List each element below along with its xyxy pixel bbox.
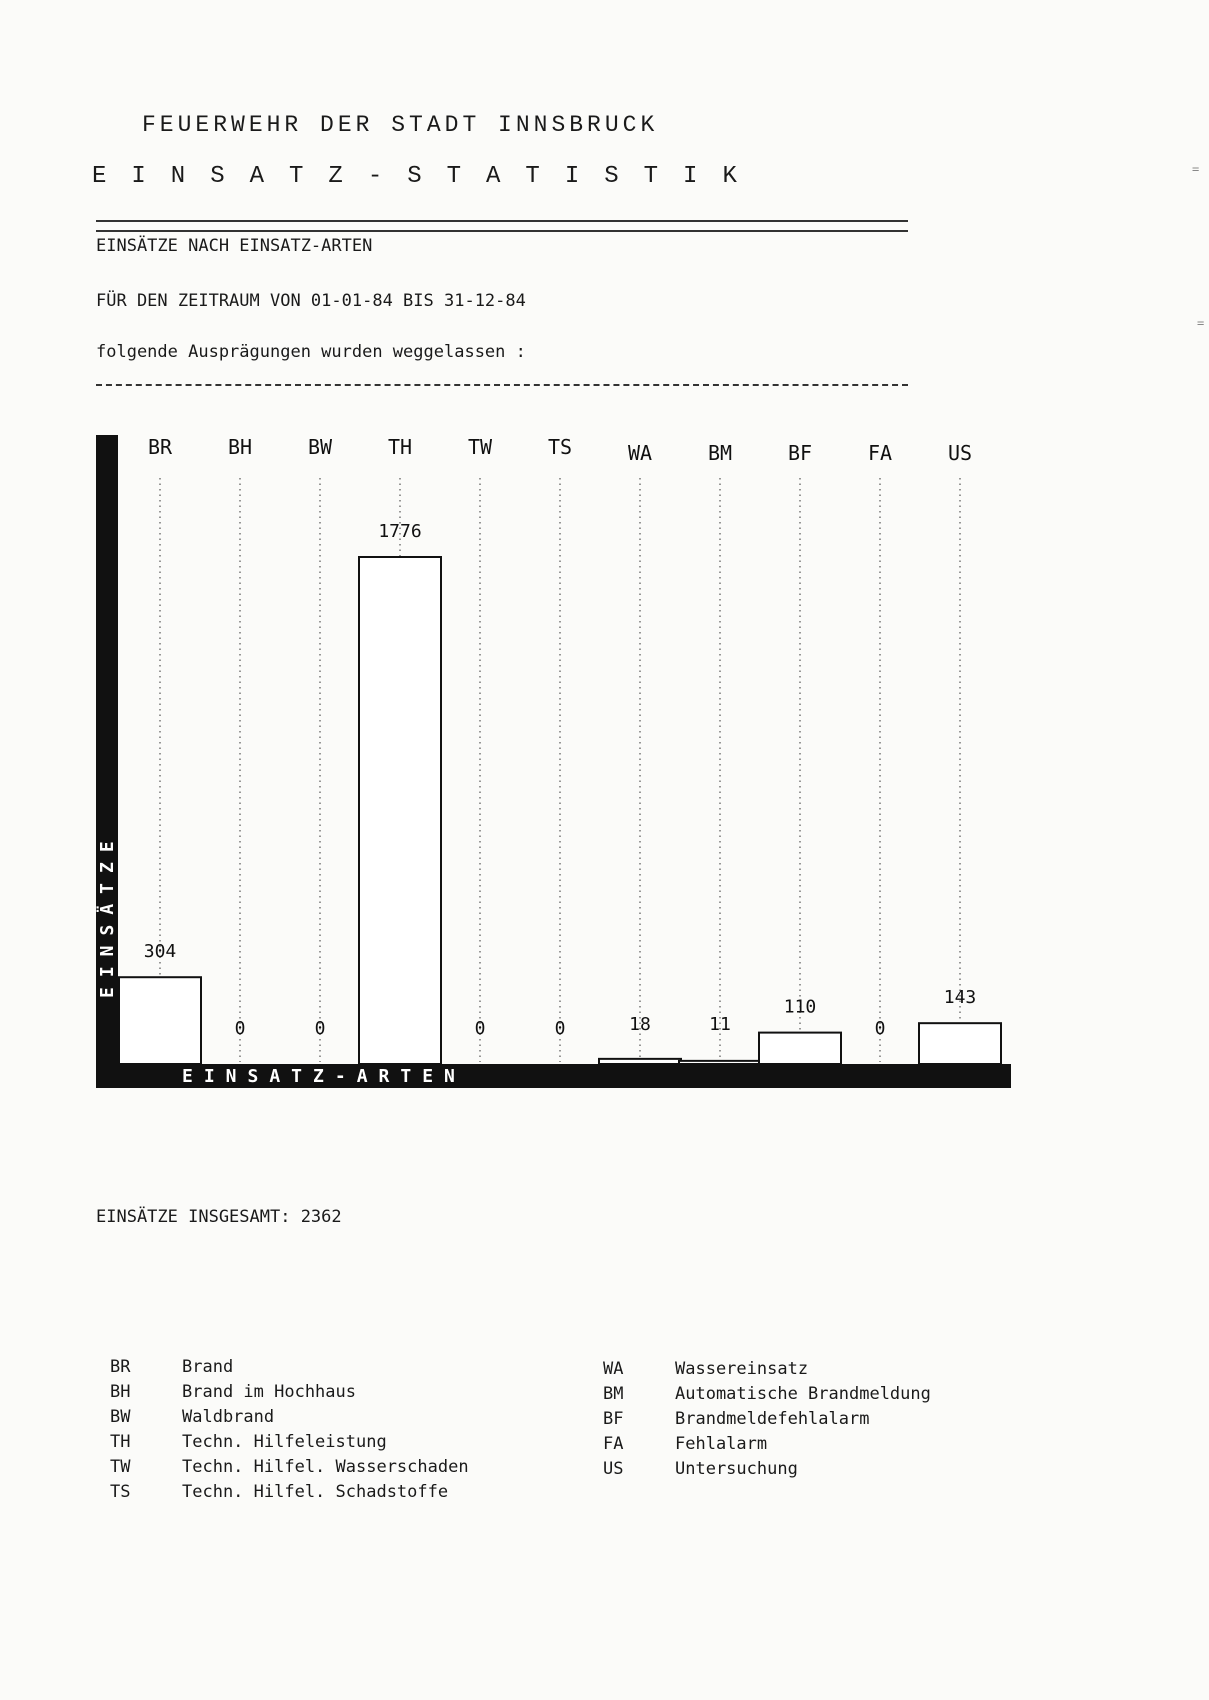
legend-label: Waldbrand <box>182 1407 275 1427</box>
x-tick-label: US <box>947 441 973 465</box>
legend-label: Brandmeldefehlalarm <box>675 1409 870 1429</box>
bar <box>119 977 201 1064</box>
data-label: 0 <box>314 1018 326 1039</box>
data-label: 0 <box>874 1018 886 1039</box>
legend-code: BF <box>603 1409 624 1429</box>
legend-row <box>110 1405 469 1430</box>
bar <box>759 1033 841 1064</box>
legend-row <box>603 1457 931 1482</box>
x-tick-label: FA <box>867 441 893 465</box>
x-tick-label: BR <box>147 435 173 459</box>
x-tick-label: BH <box>227 435 253 459</box>
data-label: 0 <box>554 1018 566 1039</box>
data-label: 0 <box>474 1018 486 1039</box>
page-subtitle: EINSATZ-STATISTIK <box>92 163 762 190</box>
bar <box>359 557 441 1064</box>
period-line: FÜR DEN ZEITRAUM VON 01-01-84 BIS 31-12-84 <box>96 291 526 311</box>
legend-label: Untersuchung <box>675 1459 798 1479</box>
data-label: 110 <box>783 996 817 1018</box>
legend-left <box>110 1355 469 1505</box>
legend-code: US <box>603 1459 624 1479</box>
x-axis-label: EINSATZ-ARTEN <box>182 1066 466 1087</box>
bar-chart <box>90 430 1030 1110</box>
edge-mark: = <box>1192 162 1200 176</box>
x-tick-label: BF <box>787 441 813 465</box>
legend-code: TS <box>110 1482 131 1502</box>
legend-row <box>110 1455 469 1480</box>
legend-label: Techn. Hilfel. Schadstoffe <box>182 1482 449 1502</box>
dashed-rule-divider <box>96 384 908 386</box>
chart-axes <box>96 435 1011 1088</box>
legend-code: WA <box>603 1359 624 1379</box>
bar <box>679 1061 761 1064</box>
legend-row <box>603 1407 931 1432</box>
page-title: FEUERWEHR DER STADT INNSBRUCK <box>142 112 659 138</box>
total-line: EINSÄTZE INSGESAMT: 2362 <box>96 1207 342 1227</box>
data-label: 18 <box>629 1014 651 1035</box>
data-label: 304 <box>143 941 177 963</box>
data-label: 0 <box>234 1018 246 1039</box>
data-label: 11 <box>709 1014 731 1035</box>
legend-label: Wassereinsatz <box>675 1359 809 1379</box>
y-axis-label: EINSÄTZE <box>97 831 118 998</box>
legend-label: Techn. Hilfeleistung <box>182 1432 387 1452</box>
x-tick-label: TS <box>547 435 573 459</box>
data-label: 143 <box>943 987 977 1009</box>
x-tick-label: BM <box>707 441 733 465</box>
legend-label: Brand <box>182 1357 234 1377</box>
legend-label: Automatische Brandmeldung <box>675 1384 931 1404</box>
legend-code: BR <box>110 1357 131 1377</box>
legend-row <box>603 1432 931 1457</box>
x-tick-label: TW <box>467 435 493 459</box>
legend-row <box>110 1380 469 1405</box>
edge-mark: = <box>1197 316 1205 330</box>
legend-right <box>603 1357 931 1482</box>
legend-row <box>603 1382 931 1407</box>
x-tick-label: WA <box>627 441 653 465</box>
data-label: 1776 <box>378 521 422 542</box>
legend-code: BM <box>603 1384 624 1404</box>
x-tick-label: BW <box>307 435 333 459</box>
double-rule-divider <box>96 220 908 232</box>
omitted-note: folgende Ausprägungen wurden weggelassen : <box>96 342 526 362</box>
section-heading: EINSÄTZE NACH EINSATZ-ARTEN <box>96 236 373 256</box>
x-tick-label: TH <box>387 435 413 459</box>
legend-code: BH <box>110 1382 131 1402</box>
legend-row <box>110 1480 469 1505</box>
legend-label: Fehlalarm <box>675 1434 768 1454</box>
chart-gridlines <box>160 478 960 1062</box>
legend-code: TW <box>110 1457 131 1477</box>
legend-label: Techn. Hilfel. Wasserschaden <box>182 1457 469 1477</box>
legend-code: TH <box>110 1432 131 1452</box>
legend-code: BW <box>110 1407 131 1427</box>
legend-label: Brand im Hochhaus <box>182 1382 356 1402</box>
bar <box>599 1059 681 1064</box>
legend-row <box>110 1430 469 1455</box>
bar <box>919 1023 1001 1064</box>
legend-row <box>110 1355 469 1380</box>
legend-code: FA <box>603 1434 624 1454</box>
legend-row <box>603 1357 931 1382</box>
